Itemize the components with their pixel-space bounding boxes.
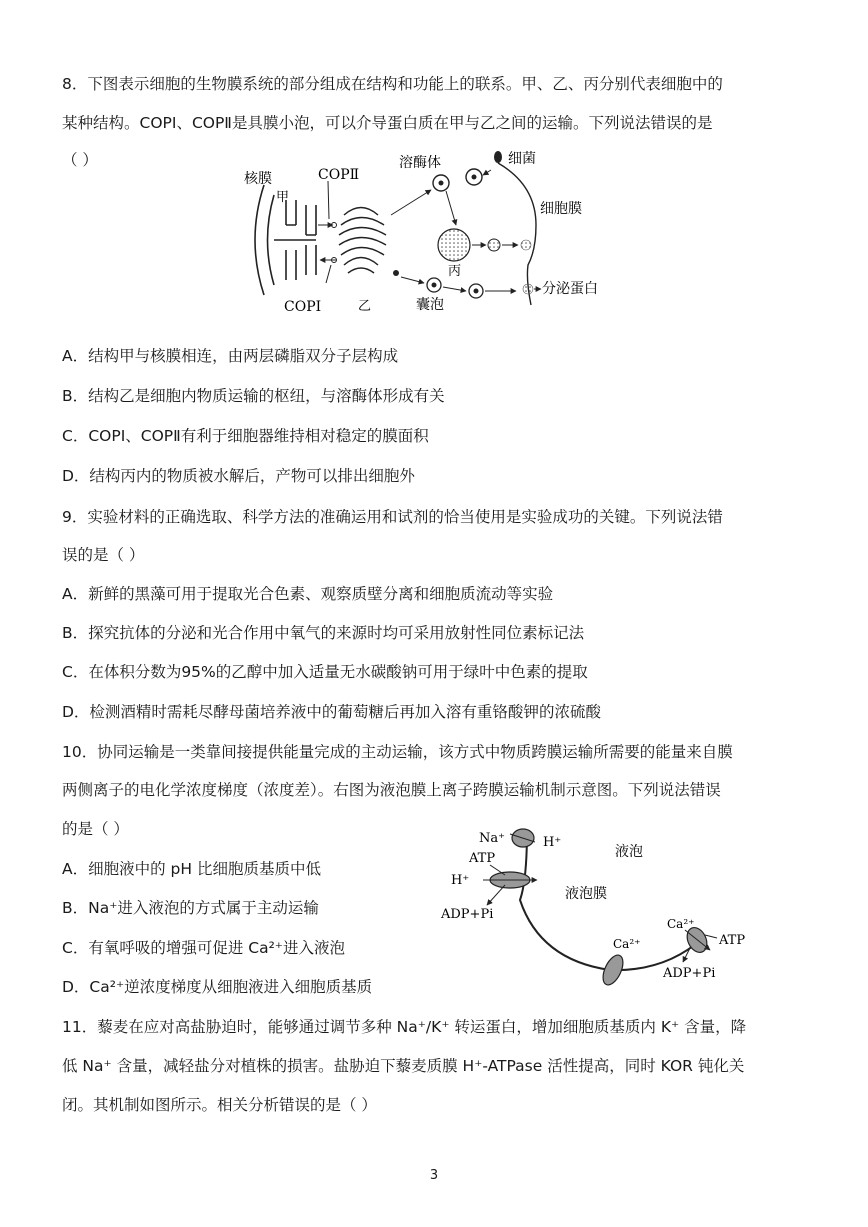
q10-tonoplast-diagram <box>435 820 765 995</box>
q8-option-d: D．结构丙内的物质被水解后，产物可以排出细胞外 <box>62 467 415 485</box>
q10-option-a: A．细胞液中的 pH 比细胞质基质中低 <box>62 860 321 878</box>
label-yi: 乙 <box>358 299 372 314</box>
label-tonoplast: 液泡膜 <box>565 886 607 902</box>
label-bacteria: 细菌 <box>508 151 536 167</box>
label-ca-pump: Ca²⁺ <box>667 917 695 931</box>
label-vesicle: 囊泡 <box>416 297 444 313</box>
q11-stem-line3: 闭。其机制如图所示。相关分析错误的是（ ） <box>62 1096 377 1114</box>
q8-stem-line1: 8．下图表示细胞的生物膜系统的部分组成在结构和功能上的联系。甲、乙、丙分别代表细胞中的 <box>62 75 723 93</box>
label-adp-left: ADP+Pi <box>441 907 494 922</box>
q8-option-c: C．COPⅠ、COPⅡ有利于细胞器维持相对稳定的膜面积 <box>62 427 429 445</box>
label-cop2: COPⅡ <box>318 167 360 183</box>
q8-membrane-diagram <box>236 145 626 315</box>
label-cop1: COPⅠ <box>284 299 322 315</box>
label-bing: 丙 <box>448 264 462 279</box>
q9-option-c: C．在体积分数为95%的乙醇中加入适量无水碳酸钠可用于绿叶中色素的提取 <box>62 663 588 681</box>
tonoplast-curve <box>520 830 703 970</box>
label-secreted-protein: 分泌蛋白 <box>542 281 598 297</box>
q9-stem-line1: 9．实验材料的正确选取、科学方法的准确运用和试剂的恰当使用是实验成功的关键。下列说法错 <box>62 508 723 526</box>
q8-stem-line2: 某种结构。COPⅠ、COPⅡ是具膜小泡，可以介导蛋白质在甲与乙之间的运输。下列说法错误的是 <box>62 114 713 132</box>
q10-option-b: B．Na⁺进入液泡的方式属于主动运输 <box>62 899 319 917</box>
label-cell-membrane: 细胞膜 <box>540 201 582 217</box>
label-h-left: H⁺ <box>451 873 470 888</box>
q10-option-c: C．有氧呼吸的增强可促进 Ca²⁺进入液泡 <box>62 939 345 957</box>
q8-option-b: B．结构乙是细胞内物质运输的枢纽，与溶酶体形成有关 <box>62 387 445 405</box>
q10-stem-line3: 的是（ ） <box>62 820 129 838</box>
cell-membrane-line <box>498 163 536 305</box>
golgi-structure <box>339 208 386 274</box>
label-adp-right: ADP+Pi <box>663 966 716 981</box>
q9-option-b: B．探究抗体的分泌和光合作用中氧气的来源时均可采用放射性同位素标记法 <box>62 624 585 642</box>
q8-stem-line3: （ ） <box>62 151 98 169</box>
q10-stem-line1: 10．协同运输是一类靠间接提供能量完成的主动运输，该方式中物质跨膜运输所需要的能量来自膜 <box>62 743 733 761</box>
q9-option-d: D．检测酒精时需耗尽酵母菌培养液中的葡萄糖后再加入溶有重铬酸钾的浓硫酸 <box>62 703 601 721</box>
label-na: Na⁺ <box>479 831 505 846</box>
label-vacuole: 液泡 <box>615 844 643 860</box>
q8-option-a: A．结构甲与核膜相连，由两层磷脂双分子层构成 <box>62 347 399 365</box>
q11-stem-line1: 11．藜麦在应对高盐胁迫时，能够通过调节多种 Na⁺/K⁺ 转运蛋白，增加细胞质基质内 K⁺ 含量，降 <box>62 1018 747 1036</box>
q9-stem-line2: 误的是（ ） <box>62 546 145 564</box>
label-nuclear-membrane: 核膜 <box>244 171 272 187</box>
label-atp-left: ATP <box>469 851 496 866</box>
label-jia: 甲 <box>276 190 290 205</box>
q10-stem-line2: 两侧离子的电化学浓度梯度（浓度差）。右图为液泡膜上离子跨膜运输机制示意图。下列说法错误 <box>62 781 721 799</box>
q10-option-d: D．Ca²⁺逆浓度梯度从细胞液进入细胞质基质 <box>62 978 373 996</box>
label-ca-channel: Ca²⁺ <box>613 937 641 951</box>
label-atp-right: ATP <box>719 933 746 948</box>
page-number: 3 <box>429 1168 439 1183</box>
q9-option-a: A．新鲜的黑藻可用于提取光合色素、观察质壁分离和细胞质流动等实验 <box>62 585 554 603</box>
label-h-top: H⁺ <box>543 835 562 850</box>
label-lysosome: 溶酶体 <box>399 155 441 171</box>
q11-stem-line2: 低 Na⁺ 含量，减轻盐分对植株的损害。盐胁迫下藜麦质膜 H⁺-ATPase 活性提高，同时 KOR 钝化关 <box>62 1057 745 1075</box>
